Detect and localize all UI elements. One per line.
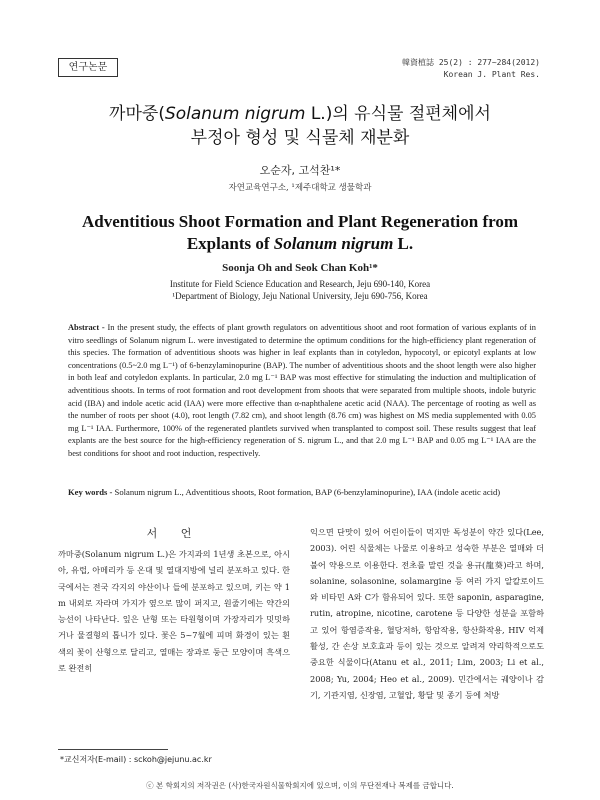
footnote-divider (58, 749, 168, 750)
korean-affiliation: 자연교육연구소, ¹제주대학교 생물학과 (228, 183, 372, 193)
english-authors: Soonja Oh and Seok Chan Koh¹* (222, 262, 378, 274)
abstract (68, 322, 536, 461)
abstract-text: In the present study, the effects of plant growth regulators on adventitious shoot and root formation of various explants of in vitro seedlings of Solanum nigrum L. were investigated to determine the optimum conditions for the high-efficiency plant regeneration of this species. The formation of adventitious shoots was higher in leaf explants than in cotyledon, hypocotyl, or epicotyl explants at low concentrations (0.5~2.0 mg L⁻¹) of 6-benzylaminopurine (BAP). The number of adventitious shoots and the shoot length were also higher in both leaf and cotyledon explants. In particular, 2.0 mg L⁻¹ BAP was most effective for stimulating the induction and multiplication of adventitious shoots. In terms of root formation and root development from shoots that were separated from multiple shoots, indole butyric acid (IBA) and indole acetic acid (IAA) were more effective than α-naphthalene acetic acid (NAA). The percentage of rooting as well as the number of roots per shoot (4.0), root length (7.82 cm), and shoot length (8.76 cm) was highest on MS media supplemented with 0.05 mg L⁻¹ IAA. Furthermore, 100% of the regenerated plantlets survived when transplanted to compost soil. These results suggest that leaf explants are the best source for the high-efficiency regeneration of S. nigrum L., and that 2.0 mg L⁻¹ BAP and 0.05 mg L⁻¹ IAA are the best conditions for shoot and root induction, respectively. (68, 323, 536, 458)
korean-authors: 오순자, 고석찬¹* (259, 164, 341, 177)
abstract-label: Abstract - (68, 323, 105, 332)
korean-title-line1: 까마중(Solanum nigrum L.)의 유식물 절편체에서 (109, 104, 491, 124)
corresponding-author-footnote: *교신저자(E-mail) : sckoh@jejunu.ac.kr (60, 755, 212, 764)
english-title-line1: Adventitious Shoot Formation and Plant Regeneration from (81, 212, 518, 231)
affiliation-line2: ¹Department of Biology, Jeju National University, Jeju 690-756, Korea (172, 291, 428, 301)
korean-title-line2: 부정아 형성 및 식물체 재분화 (190, 128, 410, 148)
korean-title (0, 102, 600, 150)
keywords-text: Solanum nigrum L., Adventitious shoots, Root formation, BAP (6-benzylaminopurine), IAA (indole acetic acid) (112, 487, 501, 497)
english-affiliation (0, 278, 600, 302)
keywords-label: Key words - (68, 487, 113, 497)
journal-name: Korean J. Plant Res. (443, 70, 540, 79)
journal-citation (402, 57, 540, 81)
copyright-notice: ⓒ 본 학회지의 저작권은 (사)한국자원식물학회지에 있으며, 이의 무단전재나 복제를 금합니다. (146, 781, 454, 790)
article-type-badge: 연구논문 (58, 58, 118, 77)
keywords (68, 486, 536, 499)
affiliation-line1: Institute for Field Science Education and Research, Jeju 690-140, Korea (169, 279, 431, 289)
english-title (0, 211, 600, 255)
journal-volume: 韓資植誌 25(2) : 277~284(2012) (402, 58, 540, 67)
section-heading: 서 언 (146, 527, 202, 540)
right-column-text: 익으면 단맛이 있어 어린이들이 먹지만 독성분이 약간 있다(Lee, 2003). 어린 식물체는 나물로 이용하고 성숙한 부분은 열매와 더불어 약용으로 이용한다. 전초를 말린 것을 용규(龍葵)라고 하며, solanine, solasonine, solamargine 등 여러 가지 알칼로이드와 비타민 A와 C가 함유되어 있다. 또한 saponin, asparagine, rutin, atropine, nicotine, carotene 등 다양한 성분을 포함하고 있어 항염증작용, 혈당저하, 항암작용, 항산화작용, HIV 억제활성, 간 손상 보호효과 등이 있는 것으로 알려져 약리학적으로도 중요한 식물이다(Atanu et al., 2011; Lim, 2003; Li et al., 2008; Yu, 2004; Heo et al., 2009). 민간에서는 궤양이나 감기, 기관지염, 신장염, 고혈압, 황달 및 종기 등에 처방 (310, 527, 544, 700)
english-title-line2: Explants of Solanum nigrum L. (186, 234, 414, 253)
left-column-text: 까마중(Solanum nigrum L.)은 가지과의 1년생 초본으로, 아시아, 유럽, 아메리카 등 온대 및 열대지방에 널리 분포하고 있다. 한국에서는 전국 각지의 야산이나 들에 분포하고 있으며, 키는 약 1 m 내외로 자라며 가지가 옆으로 많이 퍼지고, 원줄기에는 약간의 능선이 나타난다. 잎은 난형 또는 타원형이며 가장자리가 밋밋하거나 물결형의 톱니가 있다. 꽃은 5~7월에 피며 화경이 있는 흰색의 꽃이 산형으로 달리고, 열매는 장과로 둥근 모양이며 흑색으로 완전히 (58, 549, 290, 674)
